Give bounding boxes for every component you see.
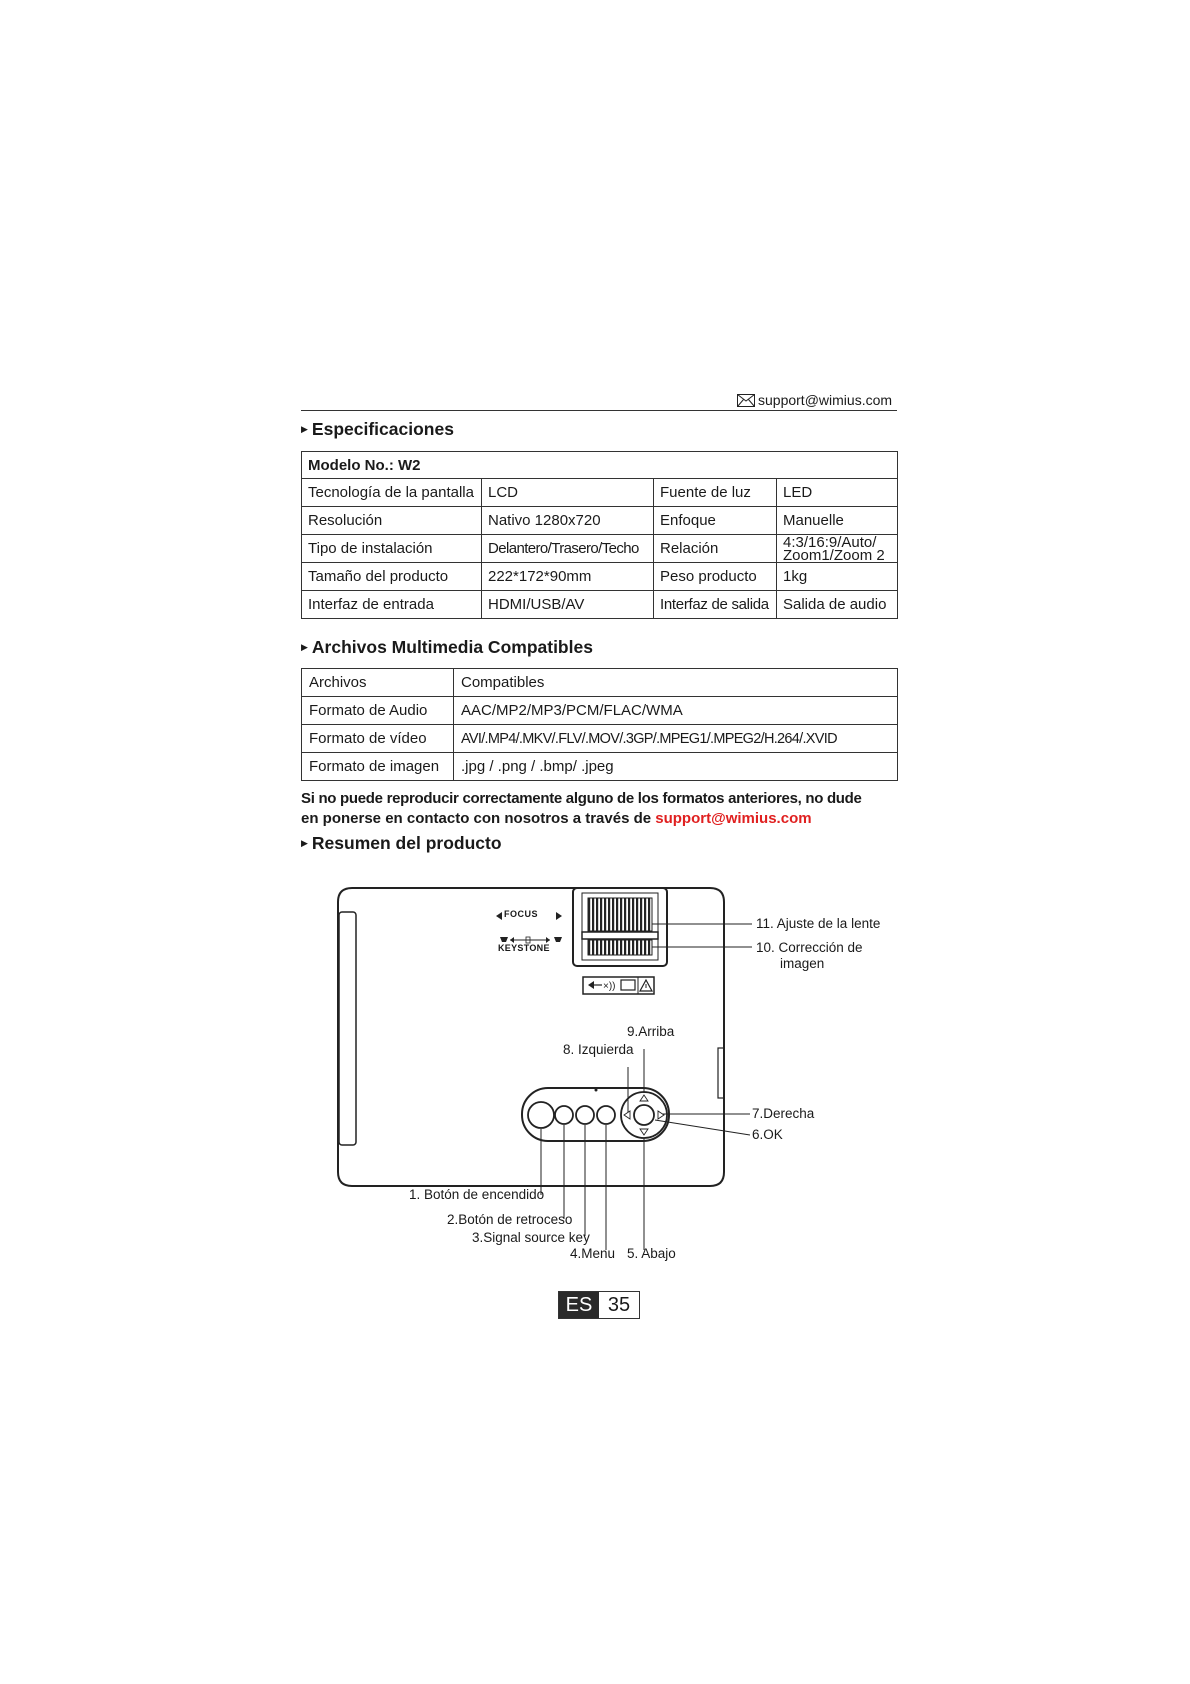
spec-value: LED <box>777 479 898 507</box>
left-arrow-icon <box>624 1111 630 1119</box>
spec-value: 222*172*90mm <box>482 563 654 591</box>
label-lens-adjust: 11. Ajuste de la lente <box>756 916 881 931</box>
source-button <box>576 1106 594 1124</box>
spec-key: Peso producto <box>654 563 777 591</box>
language-badge: ES <box>559 1292 599 1318</box>
right-arrow-icon <box>658 1111 664 1119</box>
wheel-divider <box>582 932 658 939</box>
spec-value: Delantero/Trasero/Techo <box>482 535 654 563</box>
triangle-bullet-icon: ▶ <box>301 838 308 848</box>
label-power: 1. Botón de encendido <box>409 1187 545 1202</box>
notice-line-2-text: en ponerse en contacto con nosotros a través de <box>301 810 656 827</box>
down-arrow-icon <box>640 1129 648 1135</box>
keystone-wheel <box>588 940 652 955</box>
svg-text:×)): ×)) <box>603 981 616 992</box>
control-panel <box>522 1088 669 1141</box>
label-keystone-correction-2: imagen <box>780 956 825 971</box>
model-cell: Modelo No.: W2 <box>302 452 898 479</box>
spec-key: Resolución <box>302 507 482 535</box>
spec-key: Tamaño del producto <box>302 563 482 591</box>
spec-value: 1kg <box>777 563 898 591</box>
media-key: Formato de Audio <box>302 697 454 725</box>
media-value: .jpg / .png / .bmp/ .jpeg <box>454 753 898 781</box>
spec-title-text: Especificaciones <box>311 419 454 439</box>
media-value: Compatibles <box>454 669 898 697</box>
label-down: 5. Abajo <box>627 1246 676 1261</box>
focus-label: FOCUS <box>504 909 538 919</box>
label-menu: 4.Menu <box>570 1246 616 1261</box>
keystone-label: KEYSTONE <box>498 943 550 953</box>
spec-key: Tecnología de la pantalla <box>302 479 482 507</box>
ratio-line-1: 4:3/16:9/Auto/ <box>783 534 877 551</box>
spec-key: Interfaz de salida <box>654 591 777 619</box>
menu-button <box>597 1106 615 1124</box>
focus-left-arrow-icon <box>496 912 502 920</box>
spec-key: Enfoque <box>654 507 777 535</box>
power-button <box>528 1102 554 1128</box>
focus-wheel <box>588 898 652 931</box>
page-number: 35 <box>607 1294 631 1316</box>
side-panel <box>339 912 356 1145</box>
focus-right-arrow-icon <box>556 912 562 920</box>
label-keystone-correction: 10. Corrección de <box>756 940 863 955</box>
spec-key: Fuente de luz <box>654 479 777 507</box>
spec-value: HDMI/USB/AV <box>482 591 654 619</box>
spec-key: Relación <box>654 535 777 563</box>
media-key: Archivos <box>302 669 454 697</box>
header-email-text: support@wimius.com <box>758 392 893 408</box>
media-key: Formato de vídeo <box>302 725 454 753</box>
overview-title-text: Resumen del producto <box>311 833 502 853</box>
warning-label <box>583 977 654 994</box>
notice-line-1: Si no puede reproducir correctamente alguno de los formatos anteriores, no dude <box>301 790 862 807</box>
ok-button <box>634 1105 654 1125</box>
spec-key: Interfaz de entrada <box>302 591 482 619</box>
media-key: Formato de imagen <box>302 753 454 781</box>
spec-value: Salida de audio <box>777 591 898 619</box>
label-up: 9.Arriba <box>627 1024 675 1039</box>
triangle-bullet-icon: ▶ <box>301 424 308 434</box>
label-ok: 6.OK <box>752 1127 783 1142</box>
back-button <box>555 1106 573 1124</box>
spec-value: Manuelle <box>777 507 898 535</box>
spec-key: Tipo de instalación <box>302 535 482 563</box>
triangle-bullet-icon: ▶ <box>301 642 308 652</box>
ratio-line-2: Zoom1/Zoom 2 <box>783 546 885 563</box>
indicator-dot <box>595 1089 598 1092</box>
label-right: 7.Derecha <box>752 1106 815 1121</box>
page-marker <box>558 1291 640 1319</box>
up-arrow-icon <box>640 1095 648 1101</box>
label-back: 2.Botón de retroceso <box>447 1212 573 1227</box>
media-value: AAC/MP2/MP3/PCM/FLAC/WMA <box>454 697 898 725</box>
media-value: AVI/.MP4/.MKV/.FLV/.MOV/.3GP/.MPEG1/.MPEG2/H.264/.XVID <box>454 725 898 753</box>
media-title-text: Archivos Multimedia Compatibles <box>311 637 593 657</box>
label-left: 8. Izquierda <box>563 1042 634 1057</box>
support-email-link[interactable]: support@wimius.com <box>655 810 812 827</box>
spec-value: LCD <box>482 479 654 507</box>
label-source: 3.Signal source key <box>472 1230 590 1245</box>
spec-value: Nativo 1280x720 <box>482 507 654 535</box>
